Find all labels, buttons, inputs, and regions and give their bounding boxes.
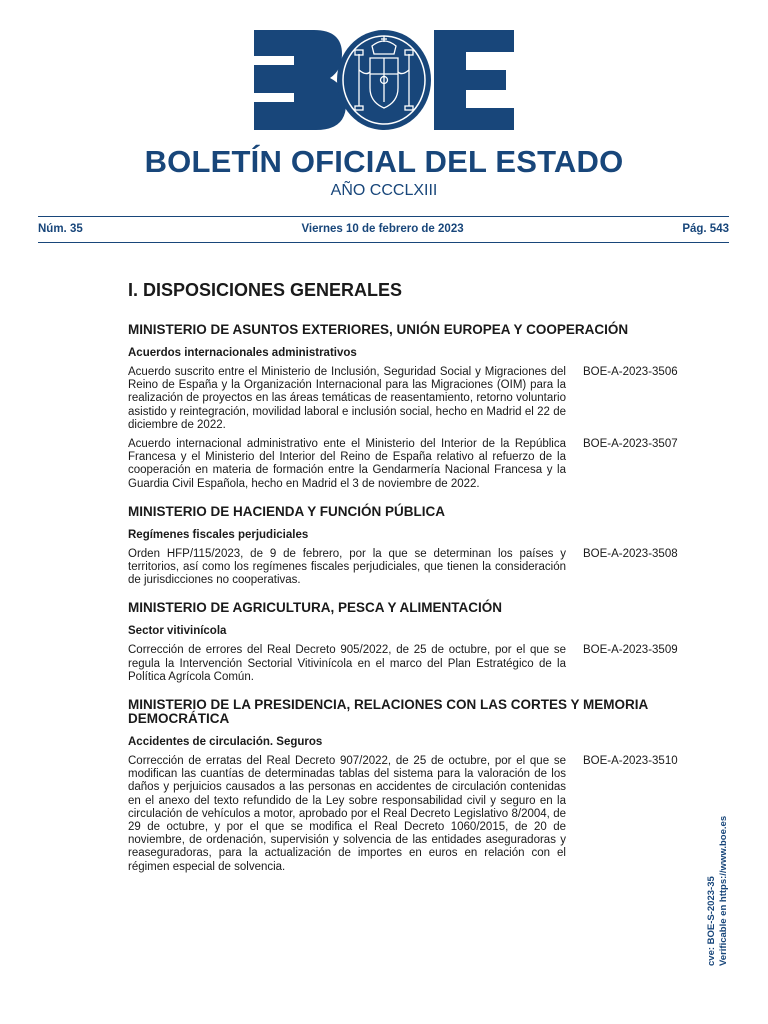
page-number: Pág. 543 (682, 223, 729, 235)
category-heading: Acuerdos internacionales administrativos (128, 347, 357, 359)
header-rule-bottom (38, 242, 729, 243)
ministry-section (128, 698, 688, 874)
issue-meta-bar (38, 221, 729, 237)
ministry-name: MINISTERIO DE AGRICULTURA, PESCA Y ALIMENTACIÓN (128, 600, 503, 616)
publication-title: BOLETÍN OFICIAL DEL ESTADO (144, 144, 624, 179)
disposition-entry (128, 438, 688, 491)
issue-date: Viernes 10 de febrero de 2023 (301, 223, 464, 235)
disposition-entry (128, 366, 688, 432)
logo-letter-e (434, 30, 514, 130)
disposition-ref[interactable]: BOE-A-2023-3509 (583, 644, 678, 657)
disposition-text: Corrección de erratas del Real Decreto 907/2022, de 25 de octubre, por el que se modifican las cuantías de determinadas tablas del sistema para la valoración de los daños y perjuicios causados a las personas en accidentes de circulación contenidas en el anexo del texto refundido de la Ley sobre responsabilidad civil y seguro en la circulación de vehículos a motor, aprobado por el Real Decreto Legislativo 8/2004, de 29 de octubre, y por el que se modifica el Real Decreto 1060/2015, de 20 de noviembre, de ordenación, supervisión y solvencia de las entidades aseguradoras y reaseguradoras, para la actualización de importes en euros en relación con el régimen especial de solvencia. (128, 755, 566, 873)
disposition-ref[interactable]: BOE-A-2023-3510 (583, 755, 678, 768)
document-body (128, 280, 688, 888)
disposition-text: Corrección de errores del Real Decreto 905/2022, de 25 de octubre, por el que se regula la Intervención Sectorial Vitivinícola en el marco del Plan Estratégico de la Política Agrícola Común. (128, 644, 566, 683)
verification-link[interactable]: Verificable en https://www.boe.es (718, 815, 729, 966)
category-heading: Accidentes de circulación. Seguros (128, 736, 323, 749)
disposition-text: Acuerdo internacional administrativo ente el Ministerio del Interior de la República Francesa y el Ministerio del Interior del Reino de España relativo al refuerzo de la cooperación en materia de formación entre la Gendarmería Nacional Francesa y la Guardia Civil Española, hecho en Madrid el 3 de noviembre de 2022. (128, 438, 566, 490)
disposition-ref[interactable]: BOE-A-2023-3506 (583, 366, 678, 378)
ministry-section (128, 323, 688, 491)
ministry-section (128, 601, 688, 684)
disposition-entry (128, 755, 688, 874)
ministry-name: MINISTERIO DE ASUNTOS EXTERIORES, UNIÓN EUROPEA Y COOPERACIÓN (128, 322, 629, 337)
section-title: I. DISPOSICIONES GENERALES (128, 280, 403, 300)
category-heading: Sector vitivinícola (128, 625, 227, 638)
ministry-section (128, 505, 688, 588)
disposition-ref[interactable]: BOE-A-2023-3507 (583, 438, 678, 451)
ministry-name: MINISTERIO DE LA PRESIDENCIA, RELACIONES CON LAS CORTES Y MEMORIA DEMOCRÁTICA (128, 697, 648, 727)
ministry-name: MINISTERIO DE HACIENDA Y FUNCIÓN PÚBLICA (128, 503, 446, 519)
header-rule-top (38, 216, 729, 217)
disposition-text: Acuerdo suscrito entre el Ministerio de Inclusión, Seguridad Social y Migraciones del Reino de España y la Organización Internacional para las Migraciones (OIM) para la realización de proyectos en las áreas temáticas de reasentamiento, retorno voluntario asistido y reintegración, movilidad laboral e inclusión social, hecho en Madrid el 22 de diciembre de 2022. (128, 366, 566, 431)
issue-number: Núm. 35 (38, 223, 83, 235)
disposition-entry (128, 644, 688, 684)
category-heading: Regímenes fiscales perjudiciales (128, 528, 309, 541)
disposition-entry (128, 548, 688, 588)
disposition-ref[interactable]: BOE-A-2023-3508 (583, 547, 678, 560)
cve-code: cve: BOE-S-2023-35 (706, 876, 717, 966)
verification-note (706, 746, 730, 966)
logo-letter-b (254, 30, 346, 130)
disposition-text: Orden HFP/115/2023, de 9 de febrero, por la que se determinan los países y territorios, así como los regímenes fiscales perjudiciales, que tienen la consideración de jurisdicciones no cooperativas. (128, 547, 566, 587)
publication-year: AÑO CCCLXIII (330, 182, 438, 199)
boe-logo (254, 30, 514, 130)
